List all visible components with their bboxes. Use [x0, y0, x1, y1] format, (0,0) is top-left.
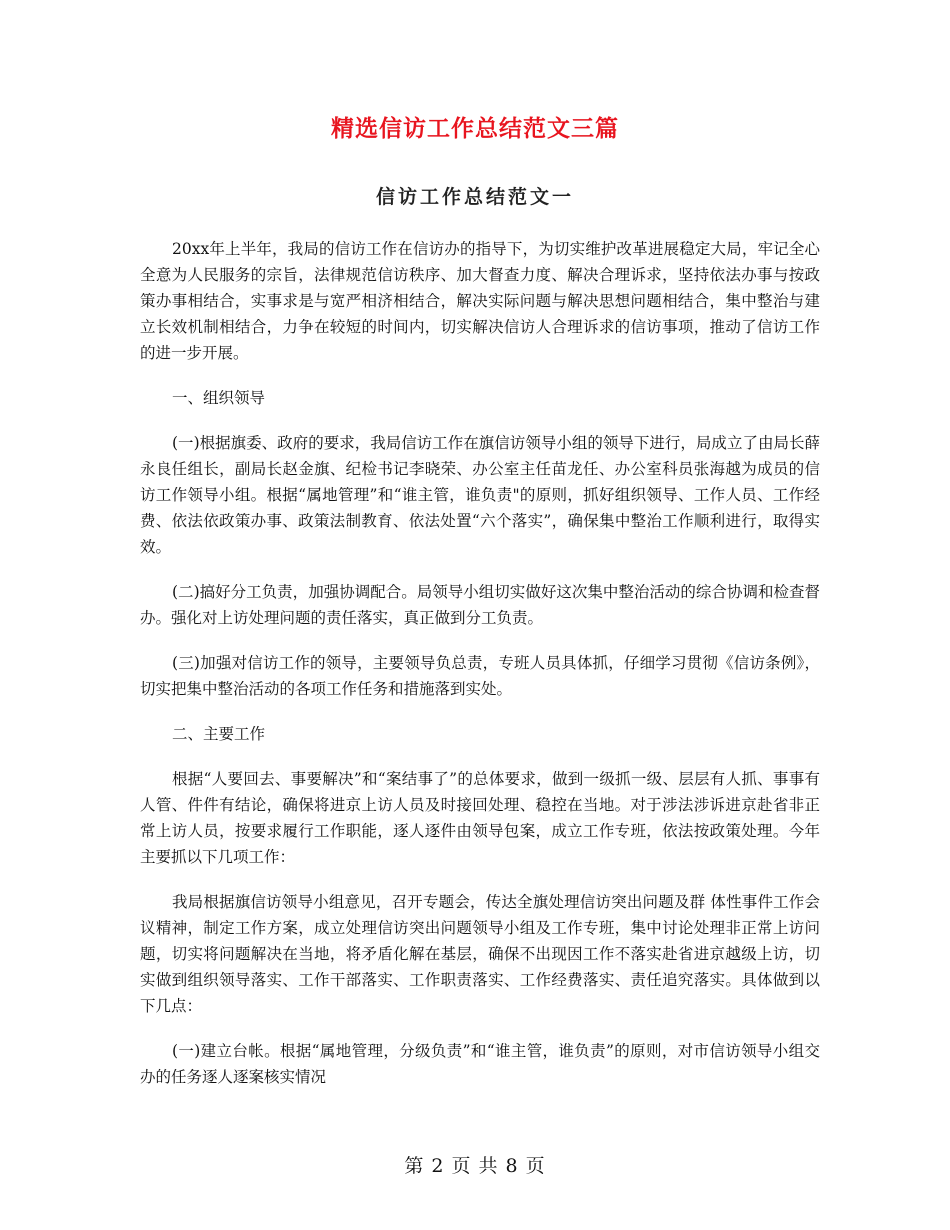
paragraph: 我局根据旗信访领导小组意见，召开专题会，传达全旗处理信访突出问题及群 体性事件工作会议精神，制定工作方案，成立处理信访突出问题领导小组及工作专班，集中讨论处理非正常上访问题，切实将问题解决在当地，将矛盾化解在基层，确保不出现因工作不落实赴省进京越级上访，切实做到组织领导落实、工作干部落实、工作职责落实、工作经费落实、责任追究落实。具体做到以下几点：: [140, 893, 820, 1015]
paragraph: 20xx年上半年，我局的信访工作在信访办的指导下，为切实维护改革进展稳定大局，牢记全心全意为人民服务的宗旨，法律规范信访秩序、加大督查力度、解决合理诉求，坚持依法办事与按政策办事相结合，实事求是与宽严相济相结合，解决实际问题与解决思想问题相结合，集中整治与建立长效机制相结合，力争在较短的时间内，切实解决信访人合理诉求的信访事项，推动了信访工作的进一步开展。: [140, 240, 820, 362]
paragraph: (三)加强对信访工作的领导，主要领导负总责，专班人员具体抓，仔细学习贯彻《信访条例》，切实把集中整治活动的各项工作任务和措施落到实处。: [140, 654, 820, 698]
document-body: [140, 236, 820, 1109]
section-title: 信访工作总结范文一: [375, 186, 574, 208]
page-number-footer: 第 2 页 共 8 页: [404, 1155, 546, 1177]
paragraph: (一)建立台帐。根据“属地管理，分级负责”和“谁主管，谁负责”的原则，对市信访领导小组交办的任务逐人逐案核实情况: [140, 1042, 820, 1086]
section-heading: 一、组织领导: [172, 389, 266, 407]
paragraph: (一)根据旗委、政府的要求，我局信访工作在旗信访领导小组的领导下进行，局成立了由局长薛永良任组长，副局长赵金旗、纪检书记李晓荣、办公室主任苗龙任、办公室科员张海越为成员的信访工作领导小组。根据“属地管理”和“谁主管，谁负责"的原则，抓好组织领导、工作人员、工作经费、依法依政策办事、政策法制教育、依法处置“六个落实”，确保集中整治工作顺利进行，取得实效。: [140, 434, 820, 556]
section-heading: 二、主要工作: [172, 725, 266, 743]
paragraph: 根据“人要回去、事要解决”和“案结事了”的总体要求，做到一级抓一级、层层有人抓、事事有人管、件件有结论，确保将进京上访人员及时接回处理、稳控在当地。对于涉法涉诉进京赴省非正常上访人员，按要求履行工作职能，逐人逐件由领导包案，成立工作专班，依法按政策处理。今年主要抓以下几项工作：: [140, 770, 820, 866]
paragraph: (二)搞好分工负责，加强协调配合。局领导小组切实做好这次集中整治活动的综合协调和检查督办。强化对上访处理问题的责任落实，真正做到分工负责。: [140, 583, 820, 627]
document-title: 精选信访工作总结范文三篇: [331, 116, 619, 142]
